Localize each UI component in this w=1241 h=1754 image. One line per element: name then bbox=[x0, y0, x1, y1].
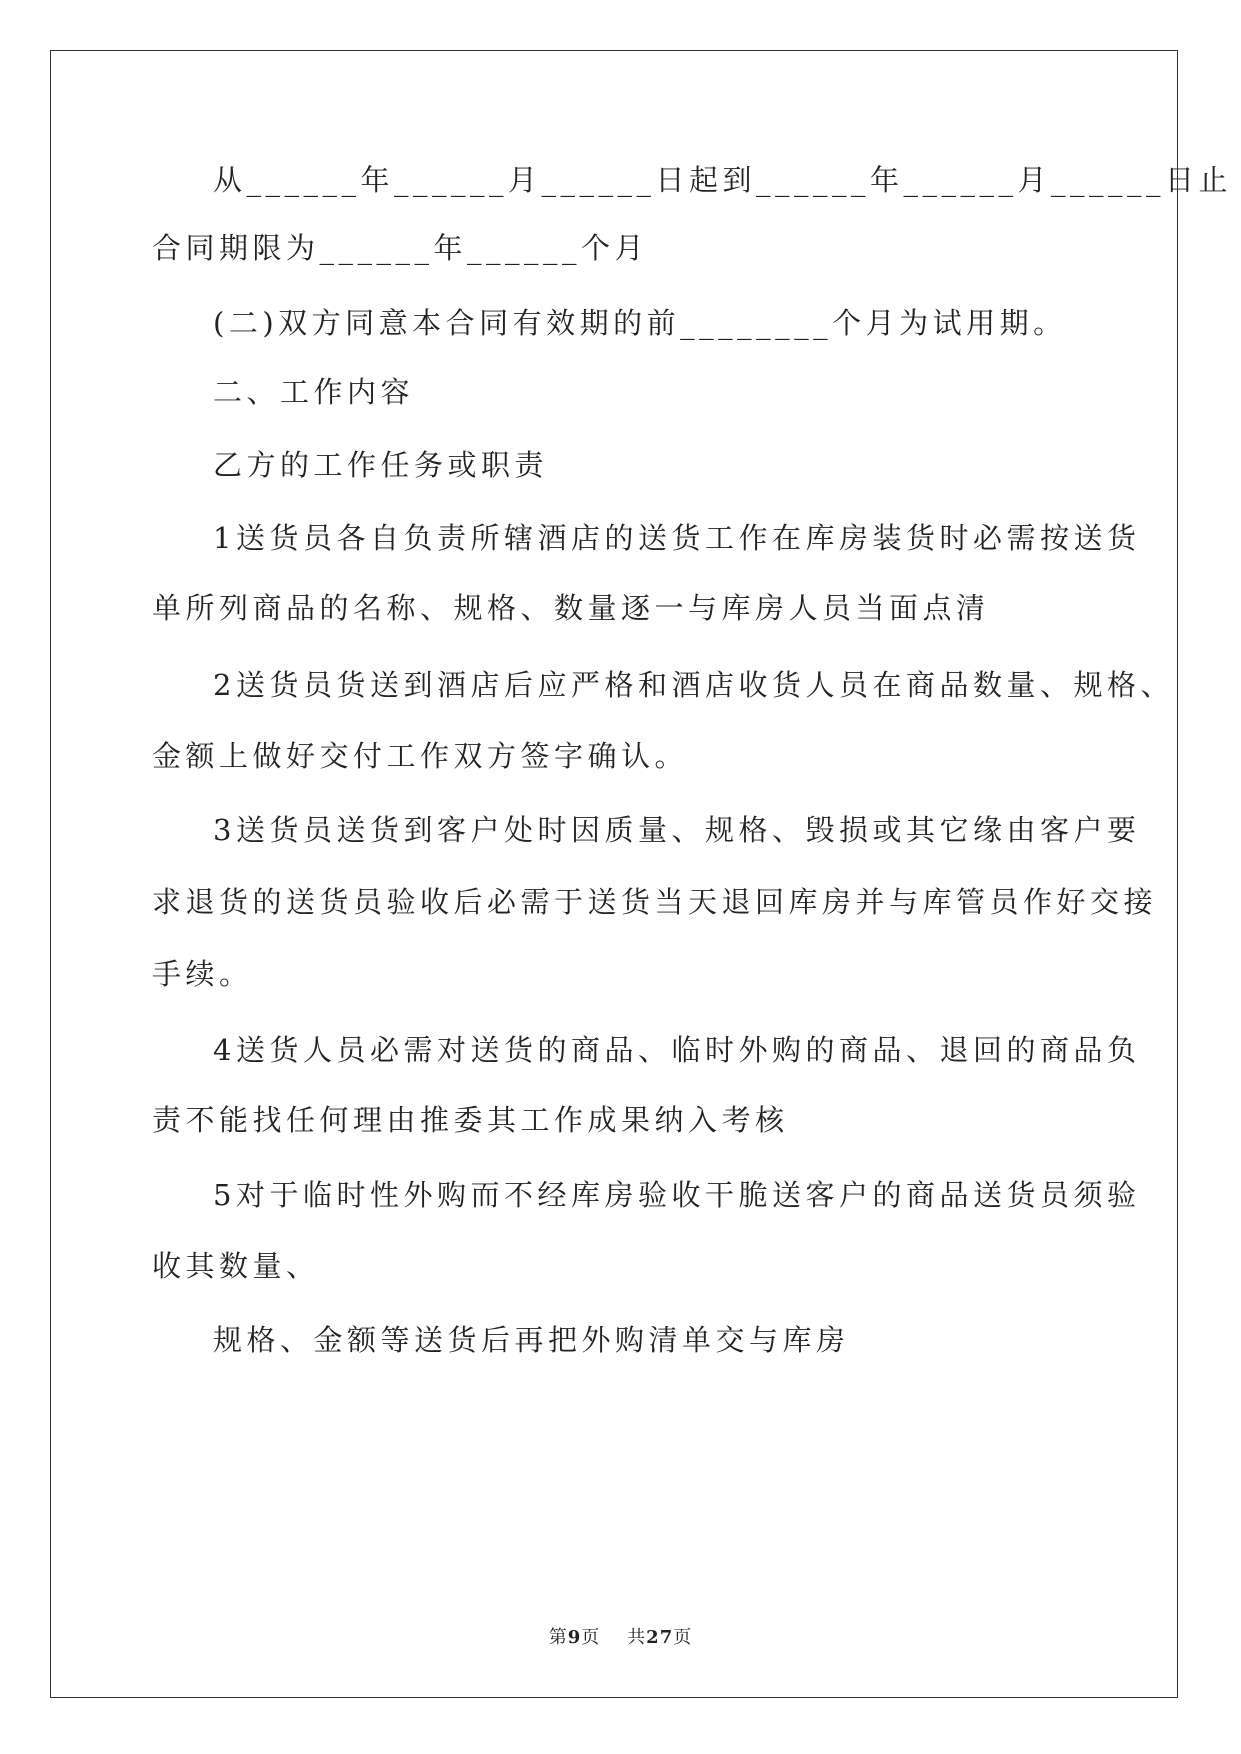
text-line: 规格、金额等送货后再把外购清单交与库房 bbox=[213, 1323, 850, 1357]
text-line: 2送货员货送到酒店后应严格和酒店收货人员在商品数量、规格、 bbox=[213, 668, 1174, 702]
page-footer bbox=[0, 1623, 1241, 1649]
footer-prefix: 第 bbox=[548, 1627, 568, 1648]
footer-page-unit: 页 bbox=[581, 1627, 601, 1648]
text-line: 收其数量、 bbox=[152, 1249, 320, 1283]
text-line: 合同期限为______年______个月 bbox=[152, 231, 649, 265]
text-line: 4送货人员必需对送货的商品、临时外购的商品、退回的商品负 bbox=[213, 1033, 1141, 1067]
text-line: 手续。 bbox=[152, 957, 253, 991]
footer-total-pages: 27 bbox=[646, 1627, 674, 1648]
footer-page-number: 9 bbox=[567, 1627, 582, 1648]
footer-total-prefix: 共 bbox=[627, 1627, 647, 1648]
text-line: (二)双方同意本合同有效期的前________个月为试用期。 bbox=[213, 306, 1067, 340]
text-line: 责不能找任何理由推委其工作成果纳入考核 bbox=[152, 1103, 789, 1137]
text-line: 求退货的送货员验收后必需于送货当天退回库房并与库管员作好交接 bbox=[152, 885, 1158, 919]
text-line: 单所列商品的名称、规格、数量逐一与库房人员当面点清 bbox=[152, 591, 990, 625]
text-line: 金额上做好交付工作双方签字确认。 bbox=[152, 739, 689, 773]
text-line: 乙方的工作任务或职责 bbox=[213, 448, 549, 482]
footer-total-unit: 页 bbox=[673, 1627, 693, 1648]
section-heading: 二、工作内容 bbox=[213, 375, 415, 409]
page-border bbox=[50, 50, 1178, 1698]
text-line: 1送货员各自负责所辖酒店的送货工作在库房装货时必需按送货 bbox=[213, 521, 1141, 555]
text-line: 3送货员送货到客户处时因质量、规格、毁损或其它缘由客户要 bbox=[213, 813, 1141, 847]
text-line: 5对于临时性外购而不经库房验收干脆送客户的商品送货员须验 bbox=[213, 1178, 1141, 1212]
text-line: 从______年______月______日起到______年______月______日止 bbox=[213, 163, 1233, 197]
